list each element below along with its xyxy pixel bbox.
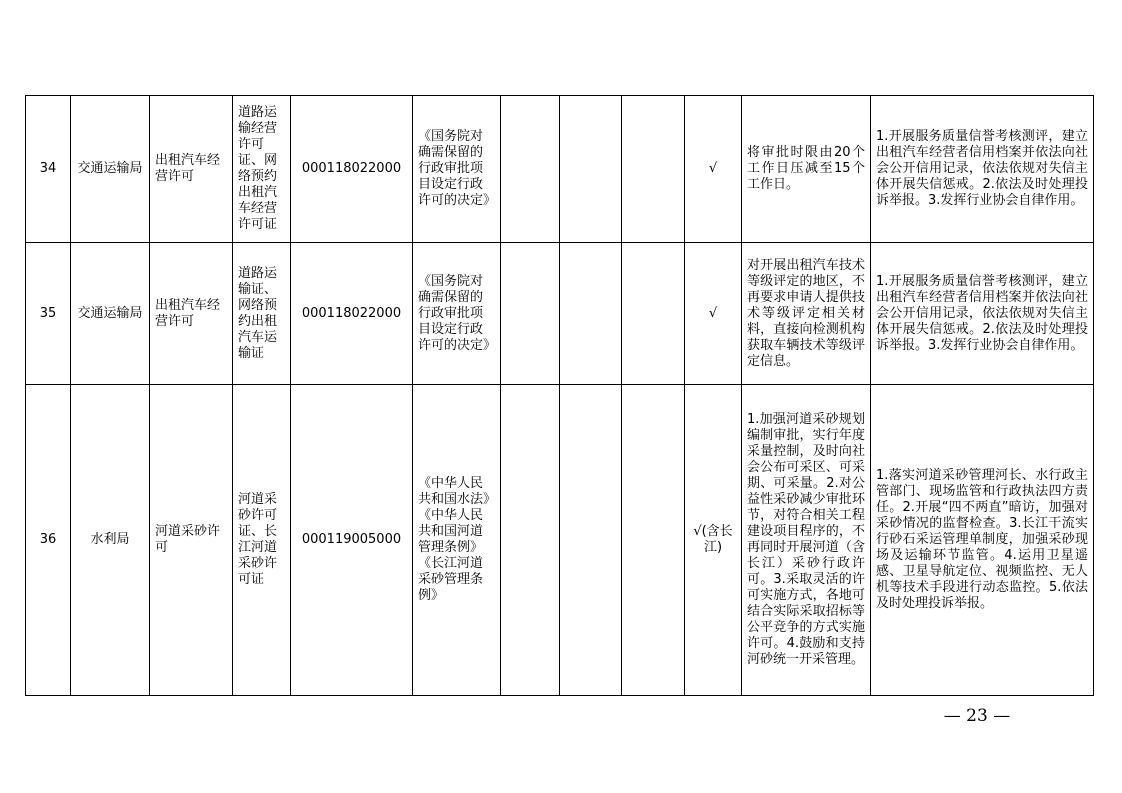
item-code-cell: 000118022000 [291,243,413,385]
empty-cell [560,385,622,696]
department-cell: 交通运输局 [71,96,150,243]
item-code-cell: 000118022000 [291,96,413,243]
supervision-measures-cell: 1.开展服务质量信誉考核测评，建立出租汽车经营者信用档案并依法向社会公开信用记录，依法依规对失信主体开展失信惩戒。2.依法及时处理投诉举报。3.发挥行业协会自律作用。 [871,96,1094,243]
empty-cell [622,96,685,243]
supervision-measures-cell: 1.落实河道采砂管理河长、水行政主管部门、现场监管和行政执法四方责任。2.开展“四不两直”暗访，加强对采砂情况的监督检查。3.长江干流实行砂石采运管理单制度，加强采砂现场及运输环节监管。4.运用卫星遥感、卫星导航定位、视频监控、无人机等技术手段进行动态监控。5.依法及时处理投诉举报。 [871,385,1094,696]
empty-cell [560,96,622,243]
empty-cell [622,243,685,385]
supervision-measures-cell: 1.开展服务质量信誉考核测评，建立出租汽车经营者信用档案并依法向社会公开信用记录，依法依规对失信主体开展失信惩戒。2.依法及时处理投诉举报。3.发挥行业协会自律作用。 [871,243,1094,385]
legal-basis-cell: 《国务院对确需保留的行政审批项目设定行政许可的决定》 [413,243,501,385]
table-row [26,243,1094,385]
check-mark-cell: √(含长江) [685,385,742,696]
check-mark-cell: √ [685,96,742,243]
check-mark-cell: √ [685,243,742,385]
department-cell: 水利局 [71,385,150,696]
legal-basis-cell: 《中华人民共和国水法》《中华人民共和国河道管理条例》《长江河道采砂管理条例》 [413,385,501,696]
row-number: 35 [26,243,71,385]
reform-measures-cell: 对开展出租汽车技术等级评定的地区，不再要求申请人提供技术等级评定相关材料，直接向检测机构获取车辆技术等级评定信息。 [742,243,871,385]
item-name-cell: 河道采砂许可 [150,385,233,696]
empty-cell [622,385,685,696]
page-number: — 23 — [943,706,1011,726]
empty-cell [501,385,560,696]
row-number: 34 [26,96,71,243]
department-cell: 交通运输局 [71,243,150,385]
empty-cell [560,243,622,385]
license-name-cell: 道路运输证、网络预约出租汽车运输证 [233,243,291,385]
item-code-cell: 000119005000 [291,385,413,696]
table-row [26,96,1094,243]
row-number: 36 [26,385,71,696]
permit-table [25,95,1094,696]
reform-measures-cell: 1.加强河道采砂规划编制审批，实行年度采量控制，及时向社会公布可采区、可采期、可采量。2.对公益性采砂减少审批环节，对符合相关工程建设项目程序的，不再同时开展河道（含长江）采砂行政许可。3.采取灵活的许可实施方式，各地可结合实际采取招标等公平竞争的方式实施许可。4.鼓励和支持河砂统一开采管理。 [742,385,871,696]
item-name-cell: 出租汽车经营许可 [150,243,233,385]
item-name-cell: 出租汽车经营许可 [150,96,233,243]
reform-measures-cell: 将审批时限由20个工作日压减至15个工作日。 [742,96,871,243]
empty-cell [501,96,560,243]
license-name-cell: 河道采砂许可证、长江河道采砂许可证 [233,385,291,696]
license-name-cell: 道路运输经营许可证、网络预约出租汽车经营许可证 [233,96,291,243]
table-row [26,385,1094,696]
legal-basis-cell: 《国务院对确需保留的行政审批项目设定行政许可的决定》 [413,96,501,243]
empty-cell [501,243,560,385]
